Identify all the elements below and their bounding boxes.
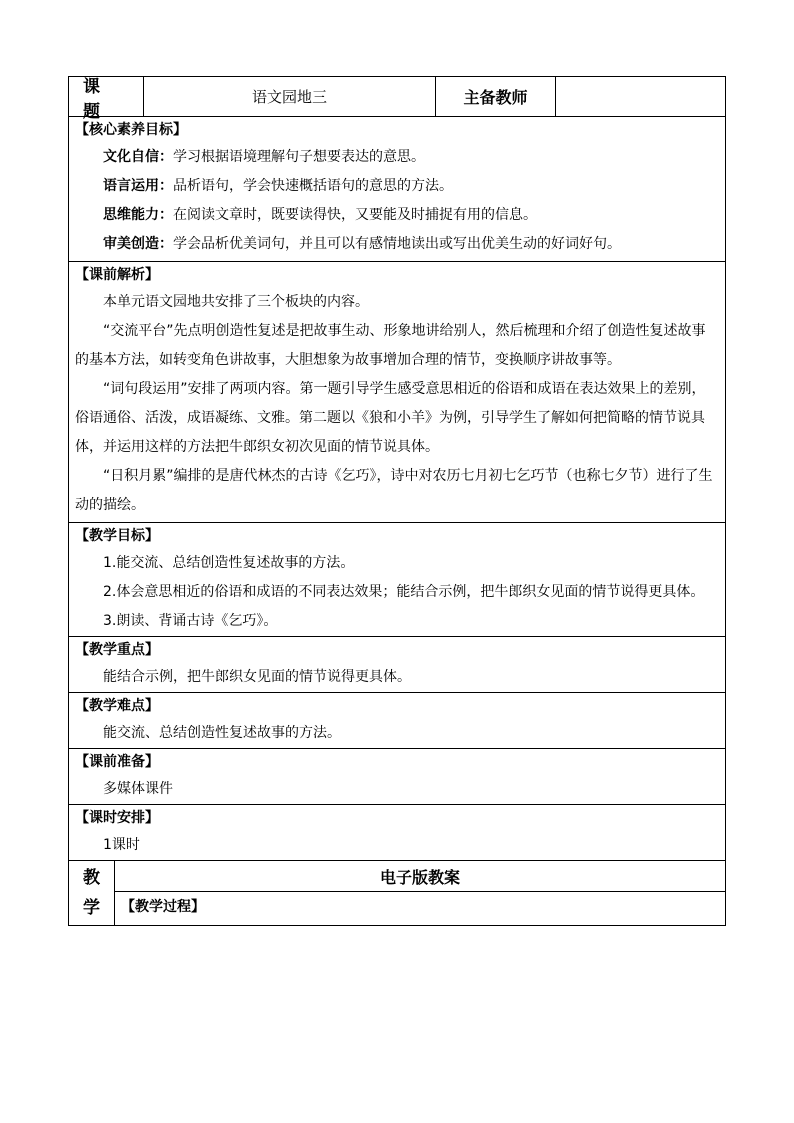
preparation-section	[69, 749, 725, 805]
analysis-paragraph: “交流平台”先点明创造性复述是把故事生动、形象地讲给别人，然后梳理和介绍了创造性复述故事的基本方法，如转变角色讲故事，大胆想象为故事增加合理的情节，变换顺序讲故事等。	[75, 323, 706, 368]
lesson-plan-bottom	[69, 861, 725, 925]
side-char: 学	[83, 898, 100, 918]
title-row	[69, 76, 725, 122]
core-goal-text: 品析语句，学会快速概括语句的意思的方法。	[173, 178, 453, 194]
core-goal-item	[75, 143, 717, 172]
core-goal-label: 审美创造：	[103, 236, 173, 252]
lesson-plan-table	[68, 76, 726, 926]
core-goal-item	[75, 172, 717, 201]
schedule-text: 1课时	[103, 837, 140, 853]
core-goals-section	[69, 117, 725, 262]
analysis-paragraph: 本单元语文园地共安排了三个板块的内容。	[103, 294, 369, 310]
schedule-title: 【课时安排】	[75, 810, 159, 826]
schedule-section	[69, 805, 725, 861]
core-goal-text: 学习根据语境理解句子想要表达的意思。	[173, 149, 425, 165]
plan-title: 电子版教案	[115, 861, 725, 892]
difficulties-title: 【教学难点】	[75, 698, 159, 714]
key-points-text: 能结合示例，把牛郎织女见面的情节说得更具体。	[103, 669, 411, 685]
side-label	[69, 861, 115, 925]
preparation-title: 【课前准备】	[75, 754, 159, 770]
teacher-label: 主备教师	[436, 77, 556, 116]
teaching-goal-item: 3.朗读、背诵古诗《乞巧》。	[103, 613, 278, 629]
analysis-paragraph: “词句段运用”安排了两项内容。第一题引导学生感受意思相近的俗语和成语在表达效果上的差别，俗语通俗、活泼，成语凝练、文雅。第二题以《狼和小羊》为例，引导学生了解如何把简略的情节说具体，并运用这样的方法把牛郎织女初次见面的情节说具体。	[75, 381, 706, 455]
side-char: 教	[83, 868, 100, 888]
teacher-value	[556, 77, 725, 116]
core-goal-text: 在阅读文章时，既要读得快，又要能及时捕捉有用的信息。	[173, 207, 537, 223]
core-goal-text: 学会品析优美词句，并且可以有感情地读出或写出优美生动的好词好句。	[173, 236, 621, 252]
difficulties-section	[69, 693, 725, 749]
analysis-paragraph: “日积月累”编排的是唐代林杰的古诗《乞巧》，诗中对农历七月初七乞巧节（也称七夕节）进行了生动的描绘。	[75, 468, 713, 513]
key-points-title: 【教学重点】	[75, 642, 159, 658]
difficulties-text: 能交流、总结创造性复述故事的方法。	[103, 725, 341, 741]
key-points-section	[69, 637, 725, 693]
analysis-title: 【课前解析】	[75, 267, 159, 283]
core-goal-label: 思维能力：	[103, 207, 173, 223]
core-goal-item	[75, 230, 717, 259]
core-goal-label: 语言运用：	[103, 178, 173, 194]
plan-area	[115, 861, 725, 925]
teaching-goals-section	[69, 523, 725, 637]
core-goal-item	[75, 201, 717, 230]
topic-label: 课题	[69, 77, 144, 116]
topic-value: 语文园地三	[144, 77, 436, 116]
preparation-text: 多媒体课件	[103, 781, 173, 797]
core-goals-title: 【核心素养目标】	[75, 122, 187, 138]
teaching-goal-item: 1.能交流、总结创造性复述故事的方法。	[103, 555, 355, 571]
core-goal-label: 文化自信：	[103, 149, 173, 165]
teaching-goals-title: 【教学目标】	[75, 528, 159, 544]
analysis-section	[69, 262, 725, 523]
process-title: 【教学过程】	[121, 899, 205, 915]
teaching-goal-item: 2.体会意思相近的俗语和成语的不同表达效果；能结合示例，把牛郎织女见面的情节说得更具体。	[103, 584, 705, 600]
